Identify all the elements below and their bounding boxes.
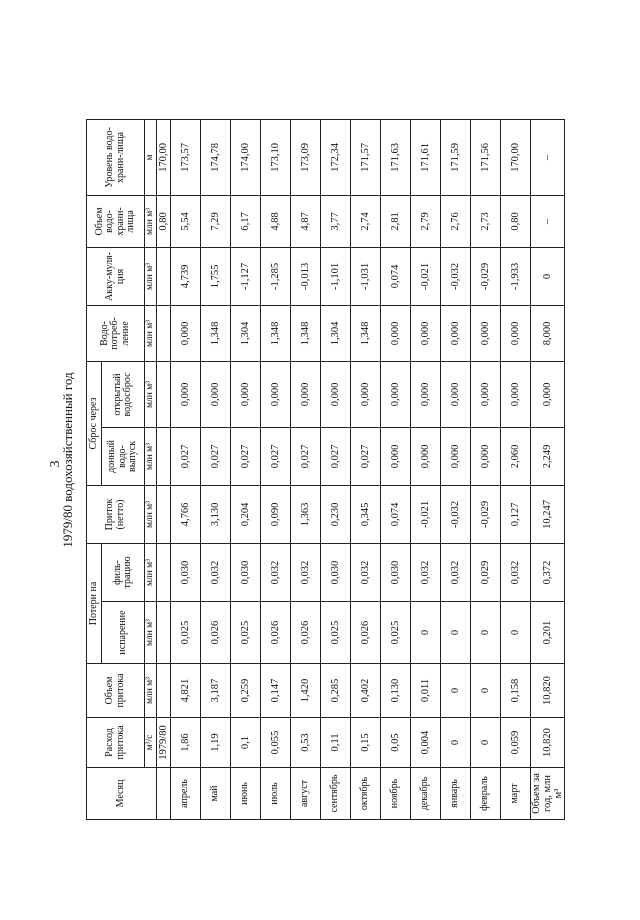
header-inflow-rate: Расход притока xyxy=(87,718,145,768)
bottom-outlet-cell: 2,060 xyxy=(501,427,531,485)
unit-volume: млн м³ xyxy=(145,543,157,601)
empty-cell xyxy=(157,361,171,427)
bottom-outlet-cell: 0,027 xyxy=(351,427,381,485)
inflow-volume-cell: 0,130 xyxy=(381,664,411,718)
filtration-cell: 0,032 xyxy=(501,543,531,601)
inflow-rate-cell: 0,53 xyxy=(291,718,321,768)
net-inflow-cell: 0,127 xyxy=(501,485,531,543)
total-reservoir-level: – xyxy=(531,119,565,195)
filtration-cell: 0,030 xyxy=(231,543,261,601)
month-cell: июль xyxy=(261,768,291,820)
inflow-volume-cell: 0 xyxy=(471,664,501,718)
total-net-inflow: 10,247 xyxy=(531,485,565,543)
consumption-cell: 0,000 xyxy=(471,305,501,361)
accumulation-cell: -1,285 xyxy=(261,247,291,305)
inflow-rate-cell: 0,11 xyxy=(321,718,351,768)
inflow-rate-cell: 0,059 xyxy=(501,718,531,768)
total-reservoir-volume: – xyxy=(531,195,565,247)
month-cell: март xyxy=(501,768,531,820)
accumulation-cell: -1,031 xyxy=(351,247,381,305)
reservoir-level-cell: 174,00 xyxy=(231,119,261,195)
bottom-outlet-cell: 0,027 xyxy=(231,427,261,485)
header-spillway: открытый водосброс xyxy=(102,361,145,427)
month-cell: август xyxy=(291,768,321,820)
month-cell: ноябрь xyxy=(381,768,411,820)
bottom-outlet-cell: 0,027 xyxy=(201,427,231,485)
filtration-cell: 0,030 xyxy=(321,543,351,601)
net-inflow-cell: -0,032 xyxy=(441,485,471,543)
empty-cell xyxy=(157,602,171,664)
reservoir-volume-cell: 2,73 xyxy=(471,195,501,247)
accumulation-cell: 4,739 xyxy=(171,247,201,305)
reservoir-volume-cell: 3,77 xyxy=(321,195,351,247)
accumulation-cell: -1,933 xyxy=(501,247,531,305)
month-cell: сентябрь xyxy=(321,768,351,820)
filtration-cell: 0,030 xyxy=(381,543,411,601)
filtration-cell: 0,032 xyxy=(351,543,381,601)
header-discharge: Сброс через xyxy=(87,361,102,485)
month-cell: май xyxy=(201,768,231,820)
empty-cell xyxy=(157,768,171,820)
water-balance-table xyxy=(86,119,565,820)
table-row xyxy=(171,119,201,819)
total-spillway: 0,000 xyxy=(531,361,565,427)
spillway-cell: 0,000 xyxy=(351,361,381,427)
filtration-cell: 0,032 xyxy=(411,543,441,601)
reservoir-level-cell: 171,57 xyxy=(351,119,381,195)
spillway-cell: 0,000 xyxy=(201,361,231,427)
accumulation-cell: -1,127 xyxy=(231,247,261,305)
evaporation-cell: 0,025 xyxy=(321,602,351,664)
reservoir-level-cell: 173,10 xyxy=(261,119,291,195)
empty-cell xyxy=(157,664,171,718)
total-accumulation: 0 xyxy=(531,247,565,305)
reservoir-volume-cell: 0,80 xyxy=(501,195,531,247)
initial-reservoir-volume: 0,80 xyxy=(157,195,171,247)
total-rate: 10,820 xyxy=(531,718,565,768)
reservoir-volume-cell: 6,17 xyxy=(231,195,261,247)
inflow-rate-cell: 1,86 xyxy=(171,718,201,768)
inflow-volume-cell: 1,420 xyxy=(291,664,321,718)
total-consumption: 8,000 xyxy=(531,305,565,361)
reservoir-volume-cell: 2,81 xyxy=(381,195,411,247)
header-reservoir-volume: Объем водо-храни-лища xyxy=(87,195,145,247)
empty-cell xyxy=(157,247,171,305)
consumption-cell: 1,348 xyxy=(291,305,321,361)
reservoir-level-cell: 173,09 xyxy=(291,119,321,195)
filtration-cell: 0,030 xyxy=(171,543,201,601)
inflow-volume-cell: 0 xyxy=(441,664,471,718)
table-row xyxy=(291,119,321,819)
total-bottom-outlet: 2,249 xyxy=(531,427,565,485)
table-row-total xyxy=(531,119,565,819)
filtration-cell: 0,029 xyxy=(471,543,501,601)
unit-volume: млн м³ xyxy=(145,602,157,664)
net-inflow-cell: 0,345 xyxy=(351,485,381,543)
page-number: 3 xyxy=(48,460,63,468)
page-title: 1979/80 водохозяйственный год xyxy=(60,372,75,548)
total-filtration: 0,372 xyxy=(531,543,565,601)
consumption-cell: 1,304 xyxy=(231,305,261,361)
consumption-cell: 1,348 xyxy=(201,305,231,361)
empty-cell xyxy=(157,427,171,485)
month-cell: октябрь xyxy=(351,768,381,820)
net-inflow-cell: 0,090 xyxy=(261,485,291,543)
header-evaporation: испарение xyxy=(102,602,145,664)
month-cell: июнь xyxy=(231,768,261,820)
initial-reservoir-level: 170,00 xyxy=(157,119,171,195)
bottom-outlet-cell: 0,027 xyxy=(261,427,291,485)
consumption-cell: 1,304 xyxy=(321,305,351,361)
reservoir-volume-cell: 2,79 xyxy=(411,195,441,247)
header-bottom-outlet: донный водо-выпуск xyxy=(102,427,145,485)
spillway-cell: 0,000 xyxy=(321,361,351,427)
table-row xyxy=(201,119,231,819)
evaporation-cell: 0,025 xyxy=(381,602,411,664)
month-cell: апрель xyxy=(171,768,201,820)
unit-volume: млн м³ xyxy=(145,305,157,361)
net-inflow-cell: 1,363 xyxy=(291,485,321,543)
consumption-cell: 1,348 xyxy=(261,305,291,361)
filtration-cell: 0,032 xyxy=(291,543,321,601)
total-inflow: 10,820 xyxy=(531,664,565,718)
inflow-volume-cell: 0,147 xyxy=(261,664,291,718)
reservoir-volume-cell: 4,87 xyxy=(291,195,321,247)
spillway-cell: 0,000 xyxy=(381,361,411,427)
month-cell: декабрь xyxy=(411,768,441,820)
bottom-outlet-cell: 0,027 xyxy=(171,427,201,485)
header-filtration: филь-трацию xyxy=(102,543,145,601)
bottom-outlet-cell: 0,000 xyxy=(381,427,411,485)
bottom-outlet-cell: 0,027 xyxy=(321,427,351,485)
net-inflow-cell: 0,074 xyxy=(381,485,411,543)
evaporation-cell: 0 xyxy=(501,602,531,664)
evaporation-cell: 0,026 xyxy=(201,602,231,664)
accumulation-cell: -0,013 xyxy=(291,247,321,305)
spillway-cell: 0,000 xyxy=(171,361,201,427)
unit-volume: млн м³ xyxy=(145,427,157,485)
reservoir-level-cell: 170,00 xyxy=(501,119,531,195)
header-accumulation: Акку-муля-ция xyxy=(87,247,145,305)
spillway-cell: 0,000 xyxy=(261,361,291,427)
header-net-inflow: Приток (нетто) xyxy=(87,485,145,543)
consumption-cell: 0,000 xyxy=(501,305,531,361)
evaporation-cell: 0 xyxy=(471,602,501,664)
unit-level: м xyxy=(145,119,157,195)
net-inflow-cell: 4,766 xyxy=(171,485,201,543)
evaporation-cell: 0 xyxy=(441,602,471,664)
inflow-volume-cell: 0,259 xyxy=(231,664,261,718)
unit-volume: млн м³ xyxy=(145,361,157,427)
net-inflow-cell: 0,230 xyxy=(321,485,351,543)
month-cell: февраль xyxy=(471,768,501,820)
filtration-cell: 0,032 xyxy=(201,543,231,601)
net-inflow-cell: -0,029 xyxy=(471,485,501,543)
header-losses: Потери на xyxy=(87,543,102,663)
table-row xyxy=(471,119,501,819)
accumulation-cell: -1,101 xyxy=(321,247,351,305)
reservoir-level-cell: 171,56 xyxy=(471,119,501,195)
total-label: Объем за год, млн м³ xyxy=(531,768,565,820)
bottom-outlet-cell: 0,000 xyxy=(411,427,441,485)
reservoir-level-cell: 172,34 xyxy=(321,119,351,195)
evaporation-cell: 0,025 xyxy=(231,602,261,664)
table-row-initial xyxy=(157,119,171,819)
unit-volume: млн м³ xyxy=(145,485,157,543)
consumption-cell: 0,000 xyxy=(381,305,411,361)
table-row xyxy=(231,119,261,819)
bottom-outlet-cell: 0,027 xyxy=(291,427,321,485)
spillway-cell: 0,000 xyxy=(471,361,501,427)
consumption-cell: 0,000 xyxy=(411,305,441,361)
accumulation-cell: -0,032 xyxy=(441,247,471,305)
reservoir-level-cell: 171,59 xyxy=(441,119,471,195)
consumption-cell: 0,000 xyxy=(171,305,201,361)
evaporation-cell: 0,025 xyxy=(171,602,201,664)
spillway-cell: 0,000 xyxy=(291,361,321,427)
header-consumption: Водо-потреб-ление xyxy=(87,305,145,361)
inflow-rate-cell: 0,055 xyxy=(261,718,291,768)
spillway-cell: 0,000 xyxy=(411,361,441,427)
inflow-rate-cell: 0 xyxy=(441,718,471,768)
inflow-rate-cell: 0,1 xyxy=(231,718,261,768)
reservoir-volume-cell: 2,76 xyxy=(441,195,471,247)
bottom-outlet-cell: 0,000 xyxy=(471,427,501,485)
initial-period: 1979/80 xyxy=(157,718,171,768)
inflow-volume-cell: 0,011 xyxy=(411,664,441,718)
reservoir-volume-cell: 2,74 xyxy=(351,195,381,247)
header-reservoir-level: Уровень водо-храни-лища xyxy=(87,119,145,195)
table-row xyxy=(441,119,471,819)
rotated-table-container xyxy=(86,120,565,820)
inflow-rate-cell: 0,05 xyxy=(381,718,411,768)
spillway-cell: 0,000 xyxy=(441,361,471,427)
evaporation-cell: 0 xyxy=(411,602,441,664)
net-inflow-cell: 3,130 xyxy=(201,485,231,543)
table-row xyxy=(411,119,441,819)
inflow-volume-cell: 3,187 xyxy=(201,664,231,718)
bottom-outlet-cell: 0,000 xyxy=(441,427,471,485)
unit-volume: млн м³ xyxy=(145,664,157,718)
reservoir-level-cell: 173,57 xyxy=(171,119,201,195)
consumption-cell: 1,348 xyxy=(351,305,381,361)
empty-cell xyxy=(157,543,171,601)
filtration-cell: 0,032 xyxy=(261,543,291,601)
spillway-cell: 0,000 xyxy=(501,361,531,427)
inflow-volume-cell: 0,158 xyxy=(501,664,531,718)
reservoir-level-cell: 171,63 xyxy=(381,119,411,195)
reservoir-level-cell: 171,61 xyxy=(411,119,441,195)
reservoir-level-cell: 174,78 xyxy=(201,119,231,195)
unit-inflow-rate: м³/с xyxy=(145,718,157,768)
table-row xyxy=(381,119,411,819)
inflow-rate-cell: 0,004 xyxy=(411,718,441,768)
empty-cell xyxy=(157,305,171,361)
table-row xyxy=(261,119,291,819)
evaporation-cell: 0,026 xyxy=(351,602,381,664)
accumulation-cell: 1,755 xyxy=(201,247,231,305)
filtration-cell: 0,032 xyxy=(441,543,471,601)
inflow-rate-cell: 1,19 xyxy=(201,718,231,768)
table-row xyxy=(351,119,381,819)
evaporation-cell: 0,026 xyxy=(291,602,321,664)
net-inflow-cell: 0,204 xyxy=(231,485,261,543)
total-evaporation: 0,201 xyxy=(531,602,565,664)
inflow-rate-cell: 0,15 xyxy=(351,718,381,768)
reservoir-volume-cell: 7,29 xyxy=(201,195,231,247)
inflow-volume-cell: 0,285 xyxy=(321,664,351,718)
empty-cell xyxy=(157,485,171,543)
month-cell: январь xyxy=(441,768,471,820)
inflow-volume-cell: 0,402 xyxy=(351,664,381,718)
table-row xyxy=(321,119,351,819)
accumulation-cell: -0,029 xyxy=(471,247,501,305)
header-month: Месяц xyxy=(87,768,157,820)
inflow-volume-cell: 4,821 xyxy=(171,664,201,718)
unit-volume: млн м³ xyxy=(145,195,157,247)
evaporation-cell: 0,026 xyxy=(261,602,291,664)
reservoir-volume-cell: 4,88 xyxy=(261,195,291,247)
accumulation-cell: 0,074 xyxy=(381,247,411,305)
reservoir-volume-cell: 5,54 xyxy=(171,195,201,247)
accumulation-cell: -0,021 xyxy=(411,247,441,305)
net-inflow-cell: -0,021 xyxy=(411,485,441,543)
consumption-cell: 0,000 xyxy=(441,305,471,361)
spillway-cell: 0,000 xyxy=(231,361,261,427)
unit-volume: млн м³ xyxy=(145,247,157,305)
inflow-rate-cell: 0 xyxy=(471,718,501,768)
table-row xyxy=(501,119,531,819)
header-inflow-volume: Объем притока xyxy=(87,664,145,718)
